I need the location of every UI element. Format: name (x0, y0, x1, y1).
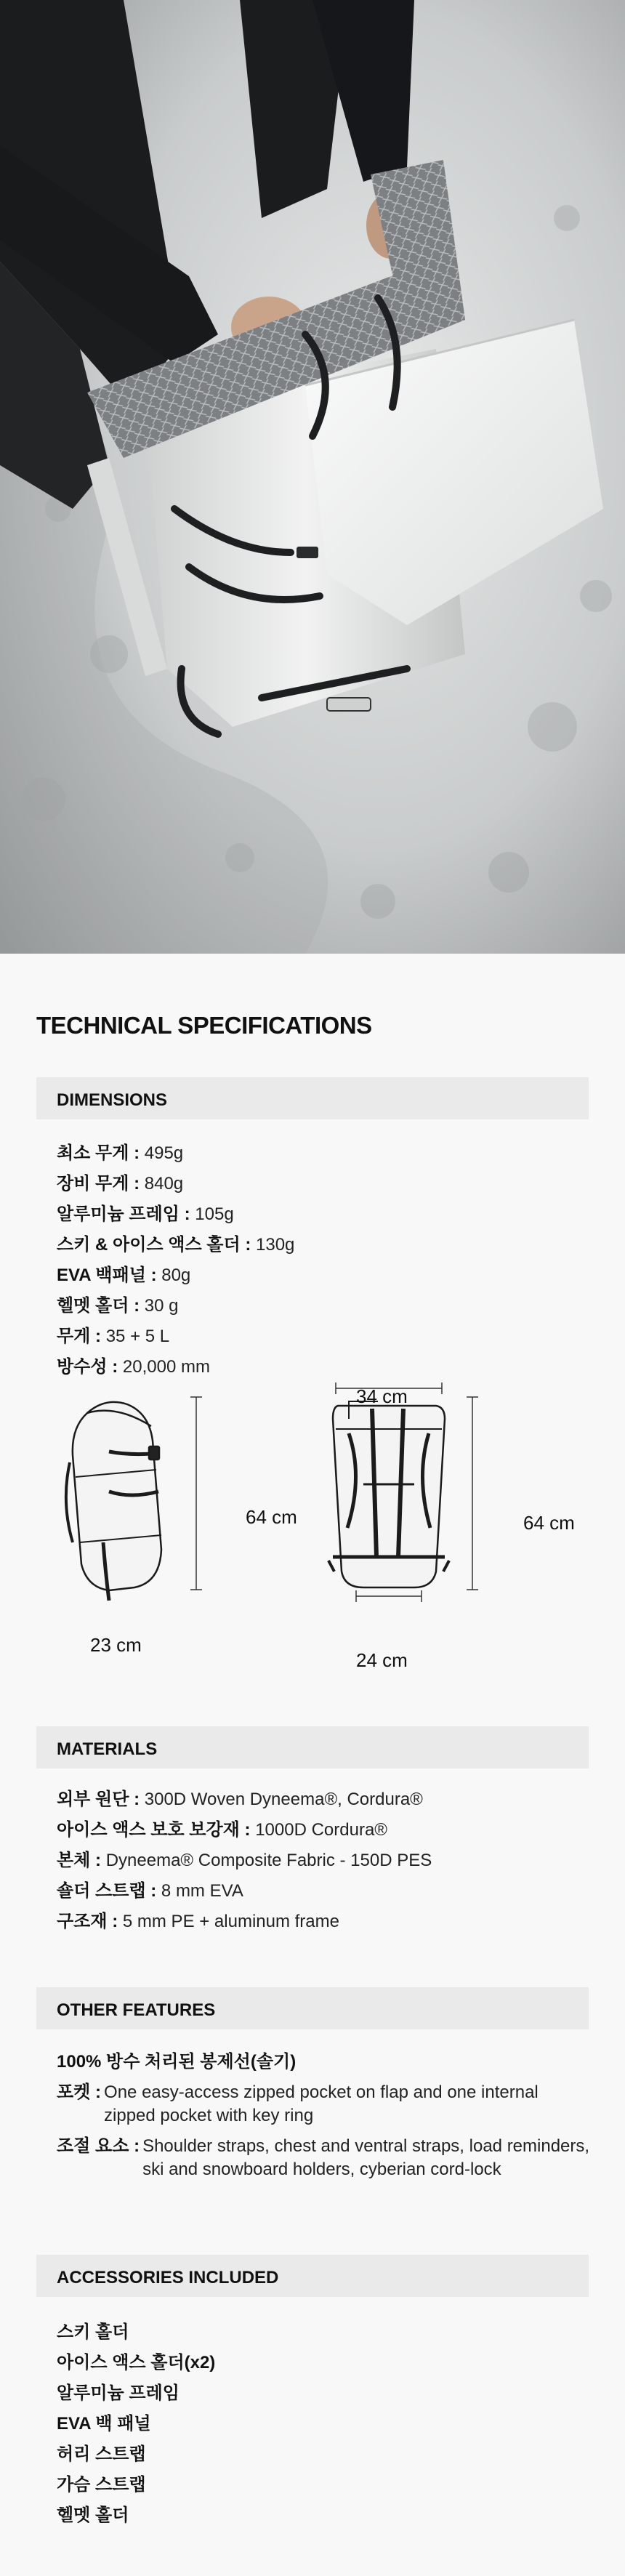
spec-value: 35 + 5 L (105, 1327, 170, 1346)
section-bar-materials (36, 1726, 589, 1768)
spec-value: 8 mm EVA (161, 1881, 243, 1901)
feature-value: Shoulder straps, chest and ventral straps, load reminders, ski and snowboard holders, cyberian cord-lock (142, 2136, 590, 2179)
back-view-backpack-icon (328, 1401, 449, 1587)
spec-row (57, 1846, 594, 1876)
spec-row (57, 1907, 594, 1937)
section-heading: OTHER FEATURES (57, 2000, 216, 2020)
spec-label: 구조재 : (57, 1912, 118, 1931)
back-bottom-width-line (356, 1590, 422, 1602)
spec-row (57, 1321, 594, 1352)
spec-value: 300D Woven Dyneema®, Cordura® (144, 1790, 423, 1809)
spec-value: 80g (161, 1265, 191, 1285)
feature-label: 포켓 : (57, 2082, 102, 2102)
spec-value: 840g (144, 1174, 184, 1194)
section-heading: DIMENSIONS (57, 1090, 168, 1110)
feature-label: 조절 요소 : (57, 2136, 140, 2156)
list-item: 헬멧 홀더 (57, 2505, 129, 2525)
spec-value: 30 g (144, 1296, 179, 1316)
spec-row (57, 1199, 594, 1230)
back-height-label: 64 cm (523, 1512, 575, 1534)
section-heading: MATERIALS (57, 1739, 158, 1759)
section-bar-accessories (36, 2255, 589, 2297)
spec-label: 헬멧 홀더 : (57, 1296, 140, 1316)
section-bar-other-features (36, 1987, 589, 2029)
spec-row (57, 1169, 594, 1199)
dimensions-list (57, 1138, 594, 1382)
feature-row (57, 2081, 594, 2128)
list-item: 알루미늄 프레임 (57, 2383, 180, 2403)
materials-list (57, 1784, 594, 1937)
spec-label: 무게 : (57, 1327, 102, 1346)
spec-label: 최소 무게 : (57, 1143, 140, 1163)
spec-row (57, 1784, 594, 1815)
spec-value: 1000D Cordura® (255, 1820, 387, 1840)
list-item: 허리 스트랩 (57, 2444, 146, 2464)
backpack-photo-icon (0, 0, 625, 954)
list-item: 아이스 액스 홀더(x2) (57, 2353, 216, 2372)
side-height-label: 64 cm (246, 1506, 297, 1528)
spec-row (57, 1876, 594, 1907)
spec-label: EVA 백패널 : (57, 1265, 157, 1285)
side-height-line (190, 1397, 202, 1590)
section-heading: ACCESSORIES INCLUDED (57, 2268, 279, 2287)
feature-label: 100% 방수 처리된 봉제선(솔기) (57, 2052, 297, 2072)
page-title: TECHNICAL SPECIFICATIONS (36, 1012, 372, 1039)
spec-label: 숄더 스트랩 : (57, 1881, 157, 1901)
spec-value: 105g (195, 1204, 234, 1224)
spec-label: 본체 : (57, 1851, 102, 1870)
feature-value: One easy-access zipped pocket on flap and one internal zipped pocket with key ring (104, 2082, 539, 2125)
spec-value: 20,000 mm (122, 1357, 210, 1377)
spec-sheet (0, 954, 625, 2576)
back-bottom-width-label: 24 cm (356, 1649, 408, 1671)
section-bar-dimensions (36, 1077, 589, 1119)
list-item: EVA 백 패널 (57, 2414, 151, 2434)
spec-label: 아이스 액스 보호 보강재 : (57, 1820, 251, 1840)
dimension-diagram (0, 1375, 625, 1608)
spec-row (57, 1230, 594, 1260)
spec-value: 5 mm PE + aluminum frame (122, 1912, 339, 1931)
other-features-list (57, 2050, 594, 2189)
spec-label: 알루미늄 프레임 : (57, 1204, 190, 1224)
list-item: 스키 홀더 (57, 2322, 129, 2342)
spec-row (57, 1291, 594, 1321)
hero-photo (0, 0, 625, 954)
spec-row (57, 1260, 594, 1291)
spec-label: 방수성 : (57, 1357, 118, 1377)
side-view-backpack-icon (66, 1402, 161, 1601)
spec-value: 130g (256, 1235, 295, 1255)
spec-label: 스키 & 아이스 액스 홀더 : (57, 1235, 251, 1255)
list-item: 가슴 스트랩 (57, 2475, 146, 2495)
feature-value (296, 2050, 299, 2074)
feature-row (57, 2050, 594, 2074)
spec-value: 495g (144, 1143, 184, 1163)
back-top-width-label: 34 cm (356, 1385, 408, 1407)
feature-row (57, 2135, 594, 2181)
spec-label: 외부 원단 : (57, 1790, 140, 1809)
spec-row (57, 1815, 594, 1846)
spec-row (57, 1138, 594, 1169)
accessories-list (57, 2317, 594, 2531)
side-depth-label: 23 cm (90, 1634, 142, 1656)
spec-label: 장비 무게 : (57, 1174, 140, 1194)
back-height-line (467, 1397, 478, 1590)
spec-value: Dyneema® Composite Fabric - 150D PES (105, 1851, 432, 1870)
